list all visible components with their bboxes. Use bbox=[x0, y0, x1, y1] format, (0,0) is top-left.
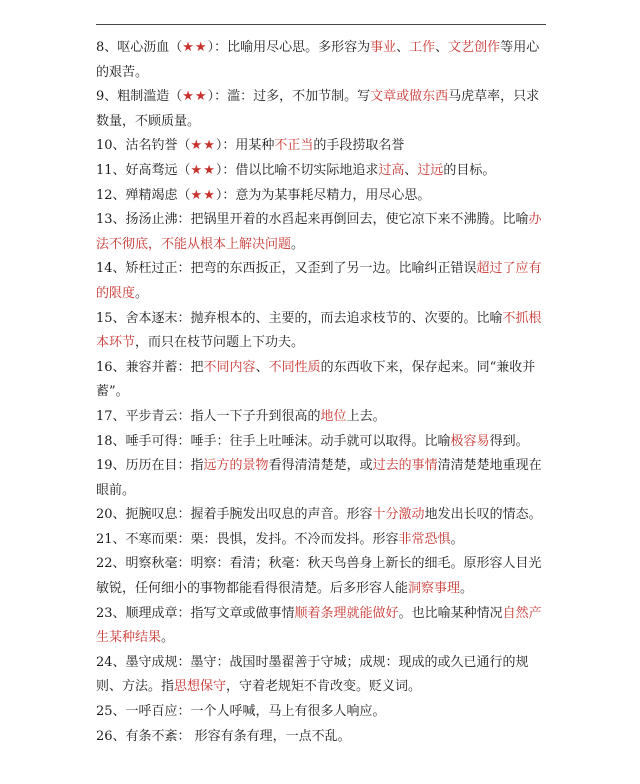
entry-text: 8、呕心沥血（ bbox=[96, 40, 183, 55]
idiom-entry bbox=[96, 602, 546, 651]
entry-text: 17、平步青云：指人一下子升到很高的 bbox=[96, 408, 321, 424]
highlighted-text: 过高 bbox=[378, 162, 405, 178]
idiom-entry bbox=[96, 405, 546, 430]
entry-text: 9、粗制滥造（ bbox=[96, 89, 183, 105]
entry-text: 20、扼腕叹息：握着手腕发出叹息的声音。形容 bbox=[96, 507, 373, 523]
entry-text: 15、舍本逐末：抛弃根本的、主要的，而去追求枝节的、次要的。比喻 bbox=[96, 310, 503, 326]
star-rating-icon: ★★ bbox=[190, 138, 216, 154]
highlighted-text: 事业 bbox=[370, 40, 397, 55]
entry-text: 18、唾手可得：唾手：往手上吐唾沫。动手就可以取得。比喻 bbox=[96, 433, 451, 449]
entry-text: 上去。 bbox=[346, 408, 386, 424]
entry-text: 。 bbox=[460, 581, 474, 597]
entry-text: 25、一呼百应：一个人呼喊，马上有很多人响应。 bbox=[96, 704, 386, 720]
highlighted-text: 文章或做东西 bbox=[370, 89, 449, 105]
highlighted-text: 过远 bbox=[417, 162, 444, 178]
highlighted-text: 远方的景物 bbox=[203, 458, 269, 474]
idiom-entry bbox=[96, 184, 546, 209]
entry-text: 。 bbox=[291, 236, 305, 252]
idiom-entry bbox=[96, 85, 546, 134]
entry-text: 的目标。 bbox=[443, 162, 496, 178]
entry-text: ）：滥：过多，不加节制。写 bbox=[207, 89, 371, 105]
highlighted-text: 思想保守 bbox=[174, 679, 227, 695]
entry-text: 、 bbox=[435, 40, 449, 55]
idiom-entry bbox=[96, 700, 546, 725]
idiom-entry bbox=[96, 134, 546, 159]
highlighted-text: 不同内容 bbox=[203, 359, 256, 375]
entry-text: 、 bbox=[396, 40, 410, 55]
entry-text: 13、扬汤止沸：把锅里开着的水舀起来再倒回去，使它凉下来不沸腾。比喻 bbox=[96, 212, 529, 228]
idiom-entry bbox=[96, 430, 546, 455]
highlighted-text: 地位 bbox=[320, 408, 347, 424]
idiom-entry bbox=[96, 503, 546, 528]
highlighted-text: 极容易 bbox=[450, 433, 490, 449]
highlighted-text: 不抓根本环节 bbox=[96, 310, 542, 351]
idiom-entry bbox=[96, 208, 546, 257]
entry-text: 、 bbox=[404, 162, 418, 178]
entry-text: 26、有条不紊： 形容有条有理，一点不乱。 bbox=[96, 728, 351, 744]
highlighted-text: 文艺创作 bbox=[448, 40, 501, 55]
star-rating-icon: ★★ bbox=[190, 162, 216, 178]
entry-text: ）：用某种 bbox=[215, 138, 275, 154]
entry-text: 。 bbox=[450, 531, 464, 547]
entry-text: 19、历历在目：指 bbox=[96, 458, 204, 474]
highlighted-text: 不同性质 bbox=[268, 359, 321, 375]
idiom-entry bbox=[96, 257, 546, 306]
entry-text: 。 bbox=[161, 630, 175, 646]
highlighted-text: 自然产生某种结果 bbox=[96, 605, 542, 646]
idiom-entry bbox=[96, 159, 546, 184]
entry-text: 的东西收下来，保存起来。同“兼收并蓄”。 bbox=[96, 359, 536, 400]
entry-text: 。 bbox=[135, 285, 149, 301]
entry-text: ，守着老规矩不肯改变。贬义词。 bbox=[226, 679, 422, 695]
entry-text: 16、兼容并蓄：把 bbox=[96, 359, 204, 375]
highlighted-text: 非常恐惧 bbox=[398, 531, 451, 547]
highlighted-text: 工作 bbox=[409, 40, 436, 55]
highlighted-text: 不正当 bbox=[274, 138, 314, 154]
entry-text: 11、好高骛远（ bbox=[96, 162, 191, 178]
entry-text: 的手段捞取名誉 bbox=[313, 138, 405, 154]
idiom-entry bbox=[96, 454, 546, 503]
entry-text: ）：借以比喻不切实际地追求 bbox=[215, 162, 379, 178]
star-rating-icon: ★★ bbox=[182, 89, 208, 105]
highlighted-text: 超过了应有的限度 bbox=[96, 261, 542, 301]
idiom-entry bbox=[96, 552, 546, 601]
highlighted-text: 办法不彻底，不能从根本上解决问题 bbox=[96, 212, 542, 252]
entry-text: 得到。 bbox=[489, 433, 529, 449]
highlighted-text: 洞察事理 bbox=[408, 581, 461, 597]
idiom-entry bbox=[96, 651, 546, 700]
entry-text: ）：比喻用尽心思。多形容为 bbox=[207, 40, 371, 55]
star-rating-icon: ★★ bbox=[190, 187, 216, 203]
entry-text: 10、沽名钓誉（ bbox=[96, 138, 191, 154]
idiom-entry bbox=[96, 356, 546, 405]
entry-text: 23、顺理成章：指写文章或做事情 bbox=[96, 605, 295, 621]
entry-text: 地发出长叹的情态。 bbox=[424, 507, 542, 523]
idiom-list bbox=[96, 36, 546, 749]
entry-text: ）：意为为某事耗尽精力，用尽心思。 bbox=[215, 187, 431, 203]
entry-text: 等用心的艰苦。 bbox=[96, 40, 540, 80]
entry-text: 12、殚精竭虑（ bbox=[96, 187, 191, 203]
entry-text: 14、矫枉过正：把弯的东西扳正，又歪到了另一边。比喻纠正错误 bbox=[96, 261, 477, 277]
entry-text: 看得清清楚楚，或 bbox=[268, 458, 373, 474]
entry-text: 。也比喻某种情况 bbox=[398, 605, 503, 621]
idiom-entry bbox=[96, 307, 546, 356]
highlighted-text: 顺着条理就能做好 bbox=[294, 605, 399, 621]
entry-text: 24、墨守成规：墨守：战国时墨翟善于守城；成规：现成的或久已通行的规则、方法。指 bbox=[96, 654, 529, 695]
idiom-entry bbox=[96, 36, 546, 85]
highlighted-text: 十分激动 bbox=[372, 507, 425, 523]
idiom-entry bbox=[96, 528, 546, 553]
entry-text: 21、不寒而栗：栗：畏惧，发抖。不冷而发抖。形容 bbox=[96, 531, 399, 547]
star-rating-icon: ★★ bbox=[182, 40, 208, 55]
entry-text: ，而只在枝节问题上下功夫。 bbox=[135, 335, 305, 351]
entry-text: 22、明察秋毫：明察：看清；秋毫：秋天鸟兽身上新长的细毛。原形容人目光敏锐，任何细小的事物都能看得很清楚。后多形容人能 bbox=[96, 556, 542, 597]
entry-text: 清清楚楚地重现在眼前。 bbox=[96, 458, 542, 498]
entry-text: 、 bbox=[255, 359, 269, 375]
idiom-entry bbox=[96, 725, 546, 750]
top-rule bbox=[96, 24, 546, 25]
entry-text: 马虎草率，只求数量，不顾质量。 bbox=[96, 89, 540, 129]
highlighted-text: 过去的事情 bbox=[372, 458, 438, 474]
